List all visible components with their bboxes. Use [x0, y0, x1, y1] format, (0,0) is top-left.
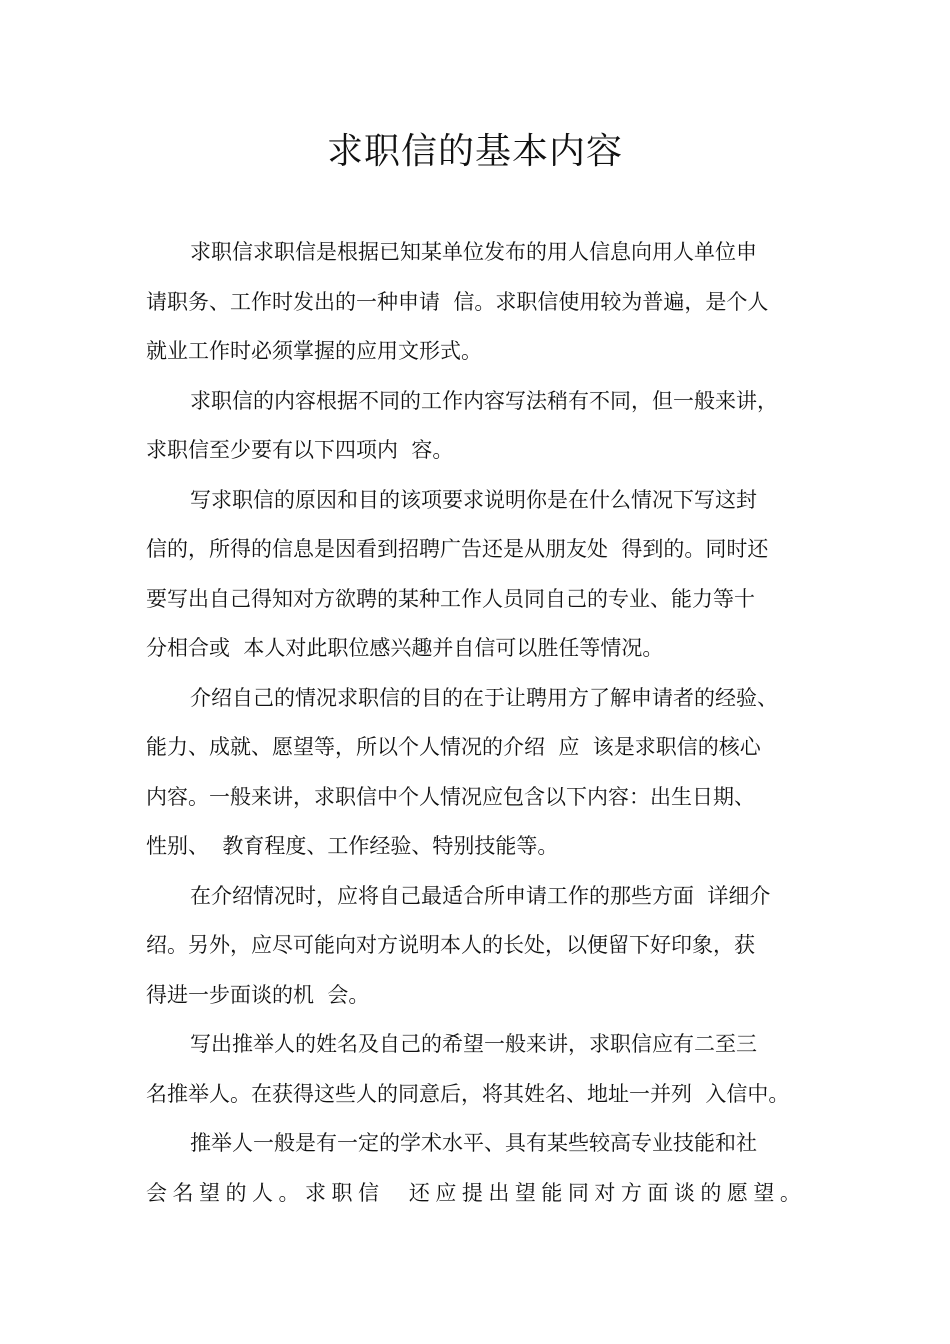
- text-line: 求职信求职信是根据已知某单位发布的用人信息向用人单位申: [190, 240, 757, 264]
- text-line: 得进一步面谈的机 会。: [146, 982, 370, 1007]
- text-line: 会名望的人。求职信 还应提出望能同对方面谈的愿望。: [146, 1180, 807, 1205]
- text-line: 推举人一般是有一定的学术水平、具有某些较高专业技能和社: [190, 1131, 757, 1155]
- document-body: [146, 228, 826, 1218]
- text-line: 名推举人。在获得这些人的同意后，将其姓名、地址一并列 入信中。: [146, 1081, 790, 1106]
- text-line: 内容。一般来讲，求职信中个人情况应包含以下内容：出生日期、: [146, 784, 755, 809]
- text-line: 求职信的内容根据不同的工作内容写法稍有不同，但一般来讲，: [190, 388, 778, 413]
- text-line: 介绍自己的情况求职信的目的在于让聘用方了解申请者的经验、: [190, 685, 778, 710]
- text-line: 写求职信的原因和目的该项要求说明你是在什么情况下写这封: [190, 487, 757, 512]
- page-title: 求职信的基本内容: [326, 131, 623, 172]
- text-line: 能力、成就、愿望等，所以个人情况的介绍 应 该是求职信的核心: [146, 735, 761, 759]
- text-line: 性别、 教育程度、工作经验、特别技能等。: [146, 834, 559, 858]
- text-line: 请职务、工作时发出的一种申请 信。求职信使用较为普遍，是个人: [146, 289, 769, 314]
- text-line: 信的，所得的信息是因看到招聘广告还是从朋友处 得到的。同时还: [146, 537, 769, 561]
- text-line: 分相合或 本人对此职位感兴趣并自信可以胜任等情况。: [146, 636, 664, 660]
- text-line: 绍。另外，应尽可能向对方说明本人的长处，以便留下好印象，获: [146, 933, 755, 957]
- text-line: 要写出自己得知对方欲聘的某种工作人员同自己的专业、能力等十: [146, 586, 755, 611]
- text-line: 在介绍情况时，应将自己最适合所申请工作的那些方面 详细介: [190, 883, 771, 908]
- text-line: 就业工作时必须掌握的应用文形式。: [146, 339, 482, 363]
- text-line: 求职信至少要有以下四项内 容。: [146, 438, 454, 462]
- text-line: 写出推举人的姓名及自己的希望一般来讲，求职信应有二至三: [190, 1032, 757, 1056]
